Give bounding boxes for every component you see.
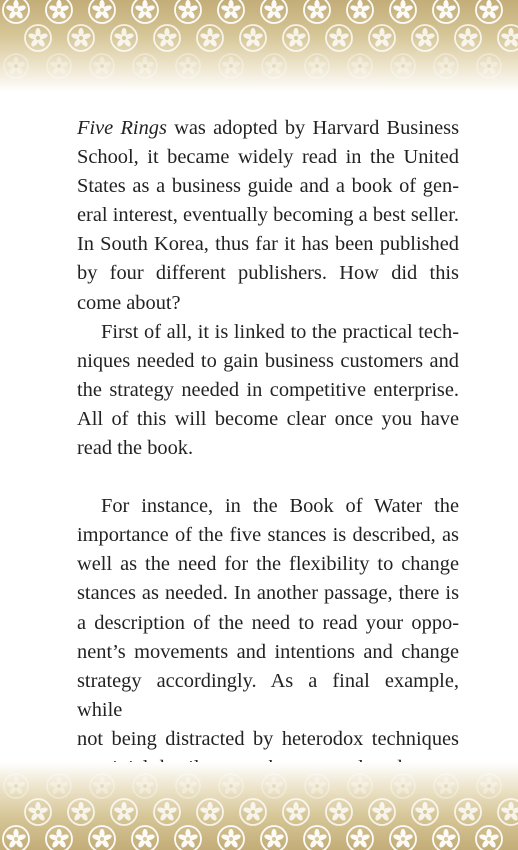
mon-crest-icon [391,774,415,798]
mon-crest-icon [175,826,201,850]
mon-crest-icon [262,54,286,78]
mon-crest-icon [219,54,243,78]
mon-crest-icon [197,25,223,51]
paragraph-2 [77,318,459,463]
mon-crest-icon [89,0,115,23]
mon-crest-icon [90,54,114,78]
text-line: eral interest, eventually becoming a best seller. [77,204,459,227]
mon-crest-icon [176,774,200,798]
mon-crest-icon [90,774,114,798]
mon-crest-icon [476,0,502,23]
mon-crest-icon [498,25,518,51]
mon-crest-icon [304,826,330,850]
mon-crest-icon [219,774,243,798]
mon-crest-icon [433,0,459,23]
mon-crest-icon [434,54,458,78]
mon-crest-icon [218,0,244,23]
mon-crest-icon [111,799,137,825]
text-line: School, it became widely read in the United [77,146,459,169]
text-line: read the book. [77,437,194,460]
text-line: well as the need for the flexibility to change [77,553,459,576]
mon-crest-icon [348,54,372,78]
text-line: strategy accordingly. As a final example, while [77,669,459,721]
text-line: niques needed to gain business customers and [77,349,459,372]
mon-crest-icon [111,25,137,51]
mon-crest-icon [154,25,180,51]
text-line: stances as needed. In another passage, there is [77,582,459,605]
mon-crest-icon [283,25,309,51]
mon-crest-icon [47,54,71,78]
mon-crest-icon [176,54,200,78]
text-line: States as a business guide and a book of gen- [77,175,459,198]
mon-crest-icon [347,826,373,850]
mon-crest-icon [283,799,309,825]
mon-crest-icon [347,0,373,23]
mon-crest-icon [240,25,266,51]
mon-crest-icon [369,799,395,825]
mon-crest-icon [133,54,157,78]
mon-crest-icon [261,0,287,23]
paragraph-3 [77,492,459,783]
mon-crest-icon [68,25,94,51]
text-line: not being distracted by heterodox techniques [77,727,459,750]
mon-crest-icon [262,774,286,798]
mon-crest-icon [476,826,502,850]
text-line: In South Korea, thus far it has been published [77,233,459,256]
mon-crest-icon [412,799,438,825]
mon-crest-icon [4,54,28,78]
mon-crest-icon [390,826,416,850]
header-ornament-band [0,0,518,92]
mon-crest-icon [434,774,458,798]
mon-crest-icon [89,826,115,850]
mon-crest-icon [47,774,71,798]
mon-crest-icon [433,826,459,850]
mon-crest-icon [391,54,415,78]
text-line: First of all, it is linked to the practical tech- [101,320,459,343]
mon-crest-icon [455,799,481,825]
mon-crest-icon [132,826,158,850]
mon-crest-icon [46,0,72,23]
mon-crest-icon [154,799,180,825]
paragraph-spacer [77,463,459,492]
mon-crest-icon [261,826,287,850]
mon-crest-icon [304,0,330,23]
mon-crest-icon [390,0,416,23]
text-line: come about? [77,291,181,314]
text-line: importance of the five stances is described, as [77,524,459,547]
mon-crest-icon [25,799,51,825]
text-line: the strategy needed in competitive enterprise. [77,378,459,401]
footer-ornament-band [0,762,518,850]
mon-crest-icon [218,826,244,850]
mon-crest-icon [133,774,157,798]
text-line: For instance, in the Book of Water the [101,495,459,518]
mon-crest-icon [348,774,372,798]
mon-crest-icon [3,826,29,850]
mon-crest-icon [132,0,158,23]
mon-crest-icon [46,826,72,850]
mon-crest-icon [477,774,501,798]
mon-crest-icon [326,25,352,51]
crest-pattern-top [0,0,518,92]
mon-crest-icon [305,774,329,798]
mon-crest-icon [498,799,518,825]
body-text [77,114,459,783]
book-title: Five Rings [77,117,167,139]
mon-crest-icon [369,25,395,51]
text-line: a description of the need to read your oppo- [77,611,459,634]
mon-crest-icon [240,799,266,825]
mon-crest-icon [3,0,29,23]
text-line: All of this will become clear once you have [77,407,459,430]
mon-crest-icon [326,799,352,825]
mon-crest-icon [25,25,51,51]
paragraph-1: Five Rings was adopted by Harvard Business School, it became widely read in the United States as a business guide and a book of gen- eral interest, eventually becoming a best seller. In South Korea, thus far it has been published by four different publishers. How did this come about? [77,114,459,318]
mon-crest-icon [4,774,28,798]
mon-crest-icon [305,54,329,78]
text-line: by four different publishers. How did this [77,262,459,285]
mon-crest-icon [175,0,201,23]
crest-pattern-bottom [0,762,518,850]
mon-crest-icon [455,25,481,51]
mon-crest-icon [68,799,94,825]
mon-crest-icon [477,54,501,78]
mon-crest-icon [197,799,223,825]
mon-crest-icon [412,25,438,51]
text-line: nent’s movements and intentions and change [77,640,459,663]
